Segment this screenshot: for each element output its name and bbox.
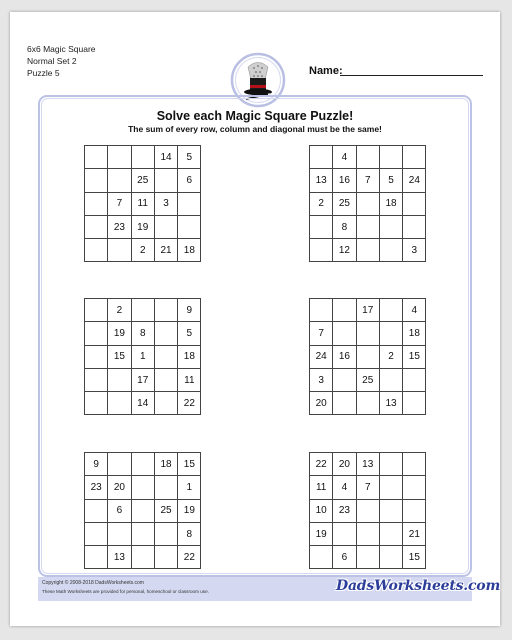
grid-cell[interactable]: [108, 522, 131, 545]
grid-cell[interactable]: [379, 546, 402, 569]
grid-row: [310, 169, 426, 192]
grid-cell[interactable]: 5: [379, 169, 402, 192]
worksheet-set: Normal Set 2: [27, 56, 77, 66]
grid-cell[interactable]: [108, 146, 131, 169]
grid-cell[interactable]: 19: [108, 322, 131, 345]
grid-cell[interactable]: [333, 368, 356, 391]
magic-square-2: [309, 145, 426, 262]
usage-note: These Math Worksheets are provided for personal, homeschool or classroom use.: [42, 589, 209, 594]
grid-cell[interactable]: 22: [178, 392, 201, 415]
grid-cell[interactable]: 2: [108, 299, 131, 322]
grid-cell[interactable]: [178, 192, 201, 215]
grid-cell[interactable]: 24: [403, 169, 426, 192]
grid-cell[interactable]: 2: [379, 345, 402, 368]
grid-cell[interactable]: 10: [310, 499, 333, 522]
grid-cell[interactable]: 15: [178, 453, 201, 476]
grid-row: [310, 299, 426, 322]
grid-cell[interactable]: [379, 368, 402, 391]
grid-cell[interactable]: [310, 215, 333, 238]
grid-cell[interactable]: [379, 215, 402, 238]
grid-cell[interactable]: [131, 546, 154, 569]
grid-cell[interactable]: [403, 368, 426, 391]
grid-row: [310, 146, 426, 169]
grid-cell[interactable]: 18: [178, 239, 201, 262]
instructions-title: Solve each Magic Square Puzzle!: [156, 109, 354, 123]
grid-cell[interactable]: 25: [154, 499, 177, 522]
grid-row: [85, 546, 201, 569]
grid-cell[interactable]: [108, 169, 131, 192]
grid-cell[interactable]: 22: [310, 453, 333, 476]
grid-cell[interactable]: [108, 453, 131, 476]
grid-cell[interactable]: [379, 146, 402, 169]
grid-cell[interactable]: [108, 239, 131, 262]
grid-cell[interactable]: [403, 392, 426, 415]
grid-row: [310, 476, 426, 499]
grid-cell[interactable]: [379, 299, 402, 322]
name-label: Name:: [309, 65, 343, 77]
grid-cell[interactable]: [356, 522, 379, 545]
grid-cell[interactable]: [379, 322, 402, 345]
grid-cell[interactable]: 25: [131, 169, 154, 192]
grid-cell[interactable]: 16: [333, 169, 356, 192]
grid-cell[interactable]: [85, 522, 108, 545]
grid-cell[interactable]: 8: [131, 322, 154, 345]
grid-cell[interactable]: 7: [310, 322, 333, 345]
grid-row: [85, 192, 201, 215]
brand-logo[interactable]: DadsWorksheets.com: [336, 578, 501, 594]
grid-cell[interactable]: [178, 215, 201, 238]
grid-cell[interactable]: [154, 299, 177, 322]
grid-cell[interactable]: 24: [310, 345, 333, 368]
grid-row: [310, 215, 426, 238]
grid-row: [85, 169, 201, 192]
grid-cell[interactable]: [131, 499, 154, 522]
grid-cell[interactable]: 8: [333, 215, 356, 238]
grid-cell[interactable]: [131, 146, 154, 169]
grid-cell[interactable]: [131, 522, 154, 545]
grid-cell[interactable]: 7: [356, 476, 379, 499]
grid-row: [85, 476, 201, 499]
grid-cell[interactable]: [356, 215, 379, 238]
grid-cell[interactable]: [154, 345, 177, 368]
grid-cell[interactable]: [85, 322, 108, 345]
grid-cell[interactable]: 5: [178, 146, 201, 169]
grid-cell[interactable]: [108, 368, 131, 391]
grid-row: [310, 499, 426, 522]
grid-cell[interactable]: [379, 499, 402, 522]
grid-cell[interactable]: [403, 192, 426, 215]
grid-cell[interactable]: [310, 546, 333, 569]
grid-cell[interactable]: 23: [108, 215, 131, 238]
grid-row: [85, 322, 201, 345]
grid-cell[interactable]: [403, 476, 426, 499]
grid-cell[interactable]: 3: [310, 368, 333, 391]
grid-cell[interactable]: 14: [131, 392, 154, 415]
grid-cell[interactable]: 13: [356, 453, 379, 476]
grid-cell[interactable]: 25: [356, 368, 379, 391]
grid-row: [85, 368, 201, 391]
copyright-text: Copyright © 2008-2018 DadsWorksheets.com: [42, 580, 144, 586]
grid-cell[interactable]: 8: [178, 522, 201, 545]
grid-cell[interactable]: 9: [178, 299, 201, 322]
grid-cell[interactable]: 19: [178, 499, 201, 522]
worksheet-type: 6x6 Magic Square: [27, 44, 96, 54]
grid-cell[interactable]: 6: [333, 546, 356, 569]
grid-cell[interactable]: [154, 476, 177, 499]
grid-cell[interactable]: 17: [356, 299, 379, 322]
grid-row: [85, 299, 201, 322]
magic-square-3: [84, 298, 201, 415]
grid-cell[interactable]: 18: [178, 345, 201, 368]
grid-cell[interactable]: [154, 215, 177, 238]
grid-row: [85, 499, 201, 522]
grid-row: [85, 453, 201, 476]
magic-square-4: [309, 298, 426, 415]
grid-cell[interactable]: [85, 215, 108, 238]
grid-cell[interactable]: [356, 345, 379, 368]
grid-cell[interactable]: [310, 299, 333, 322]
grid-cell[interactable]: [333, 392, 356, 415]
grid-cell[interactable]: 1: [131, 345, 154, 368]
worksheet-puzzle-number: Puzzle 5: [27, 68, 60, 78]
grid-cell[interactable]: 1: [178, 476, 201, 499]
grid-cell[interactable]: 18: [154, 453, 177, 476]
grid-cell[interactable]: [154, 392, 177, 415]
grid-cell[interactable]: 15: [108, 345, 131, 368]
grid-cell[interactable]: [310, 146, 333, 169]
grid-cell[interactable]: [333, 322, 356, 345]
grid-cell[interactable]: 20: [310, 392, 333, 415]
instructions-subtitle: The sum of every row, column and diagonal must be the same!: [128, 124, 382, 134]
grid-cell[interactable]: [85, 499, 108, 522]
grid-cell[interactable]: [131, 299, 154, 322]
grid-cell[interactable]: [85, 299, 108, 322]
grid-cell[interactable]: 21: [154, 239, 177, 262]
grid-cell[interactable]: 4: [403, 299, 426, 322]
grid-cell[interactable]: 5: [178, 322, 201, 345]
grid-cell[interactable]: [356, 322, 379, 345]
grid-cell[interactable]: [154, 368, 177, 391]
grid-cell[interactable]: [356, 239, 379, 262]
grid-cell[interactable]: 13: [379, 392, 402, 415]
grid-cell[interactable]: 13: [310, 169, 333, 192]
grid-cell[interactable]: 12: [333, 239, 356, 262]
grid-cell[interactable]: 19: [131, 215, 154, 238]
grid-row: [310, 453, 426, 476]
grid-cell[interactable]: 18: [379, 192, 402, 215]
grid-cell[interactable]: 6: [178, 169, 201, 192]
grid-cell[interactable]: 13: [108, 546, 131, 569]
magic-square-6: [309, 452, 426, 569]
grid-cell[interactable]: 20: [108, 476, 131, 499]
grid-cell[interactable]: [85, 368, 108, 391]
grid-cell[interactable]: [403, 146, 426, 169]
grid-cell[interactable]: 2: [131, 239, 154, 262]
grid-cell[interactable]: 11: [310, 476, 333, 499]
magic-square-1: [84, 145, 201, 262]
grid-cell[interactable]: 16: [333, 345, 356, 368]
grid-cell[interactable]: [154, 546, 177, 569]
magic-square-5: [84, 452, 201, 569]
grid-cell[interactable]: 22: [178, 546, 201, 569]
grid-row: [85, 146, 201, 169]
grid-cell[interactable]: [85, 345, 108, 368]
grid-cell[interactable]: 18: [403, 322, 426, 345]
grid-row: [85, 239, 201, 262]
grid-cell[interactable]: [356, 146, 379, 169]
grid-cell[interactable]: [131, 476, 154, 499]
grid-cell[interactable]: [356, 192, 379, 215]
grid-cell[interactable]: [154, 169, 177, 192]
grid-cell[interactable]: [403, 215, 426, 238]
grid-row: [310, 192, 426, 215]
grid-cell[interactable]: [356, 392, 379, 415]
grid-cell[interactable]: 23: [333, 499, 356, 522]
grid-cell[interactable]: [379, 453, 402, 476]
grid-cell[interactable]: 4: [333, 146, 356, 169]
grid-cell[interactable]: 9: [85, 453, 108, 476]
grid-cell[interactable]: 19: [310, 522, 333, 545]
grid-row: [85, 345, 201, 368]
worksheet-meta: [27, 43, 96, 79]
grid-cell[interactable]: 4: [333, 476, 356, 499]
grid-cell[interactable]: 14: [154, 146, 177, 169]
grid-cell[interactable]: [356, 499, 379, 522]
grid-row: [310, 368, 426, 391]
grid-row: [310, 522, 426, 545]
grid-cell[interactable]: [333, 522, 356, 545]
grid-cell[interactable]: 3: [403, 239, 426, 262]
grid-cell[interactable]: 23: [85, 476, 108, 499]
grid-cell[interactable]: 2: [310, 192, 333, 215]
grid-row: [310, 322, 426, 345]
grid-cell[interactable]: [85, 239, 108, 262]
grid-cell[interactable]: 7: [108, 192, 131, 215]
grid-cell[interactable]: [85, 546, 108, 569]
grid-row: [85, 522, 201, 545]
grid-cell[interactable]: [85, 146, 108, 169]
grid-cell[interactable]: [108, 392, 131, 415]
grid-row: [85, 392, 201, 415]
grid-cell[interactable]: [310, 239, 333, 262]
grid-cell[interactable]: [85, 192, 108, 215]
grid-cell[interactable]: 7: [356, 169, 379, 192]
grid-cell[interactable]: [85, 392, 108, 415]
grid-cell[interactable]: 3: [154, 192, 177, 215]
grid-cell[interactable]: 17: [131, 368, 154, 391]
grid-row: [310, 345, 426, 368]
grid-cell[interactable]: [154, 522, 177, 545]
grid-cell[interactable]: [154, 322, 177, 345]
grid-cell[interactable]: 11: [178, 368, 201, 391]
grid-cell[interactable]: [333, 299, 356, 322]
grid-row: [310, 392, 426, 415]
grid-cell[interactable]: [379, 239, 402, 262]
name-input-line[interactable]: [340, 75, 483, 76]
grid-cell[interactable]: 20: [333, 453, 356, 476]
grid-cell[interactable]: 6: [108, 499, 131, 522]
grid-cell[interactable]: [131, 453, 154, 476]
grid-cell[interactable]: [85, 169, 108, 192]
grid-cell[interactable]: [403, 499, 426, 522]
grid-cell[interactable]: [379, 522, 402, 545]
grid-cell[interactable]: 15: [403, 546, 426, 569]
grid-row: [310, 546, 426, 569]
grid-cell[interactable]: 25: [333, 192, 356, 215]
grid-cell[interactable]: 21: [403, 522, 426, 545]
grid-cell[interactable]: [379, 476, 402, 499]
grid-cell[interactable]: [356, 546, 379, 569]
grid-row: [85, 215, 201, 238]
grid-cell[interactable]: 11: [131, 192, 154, 215]
grid-cell[interactable]: 15: [403, 345, 426, 368]
grid-cell[interactable]: [403, 453, 426, 476]
grid-row: [310, 239, 426, 262]
